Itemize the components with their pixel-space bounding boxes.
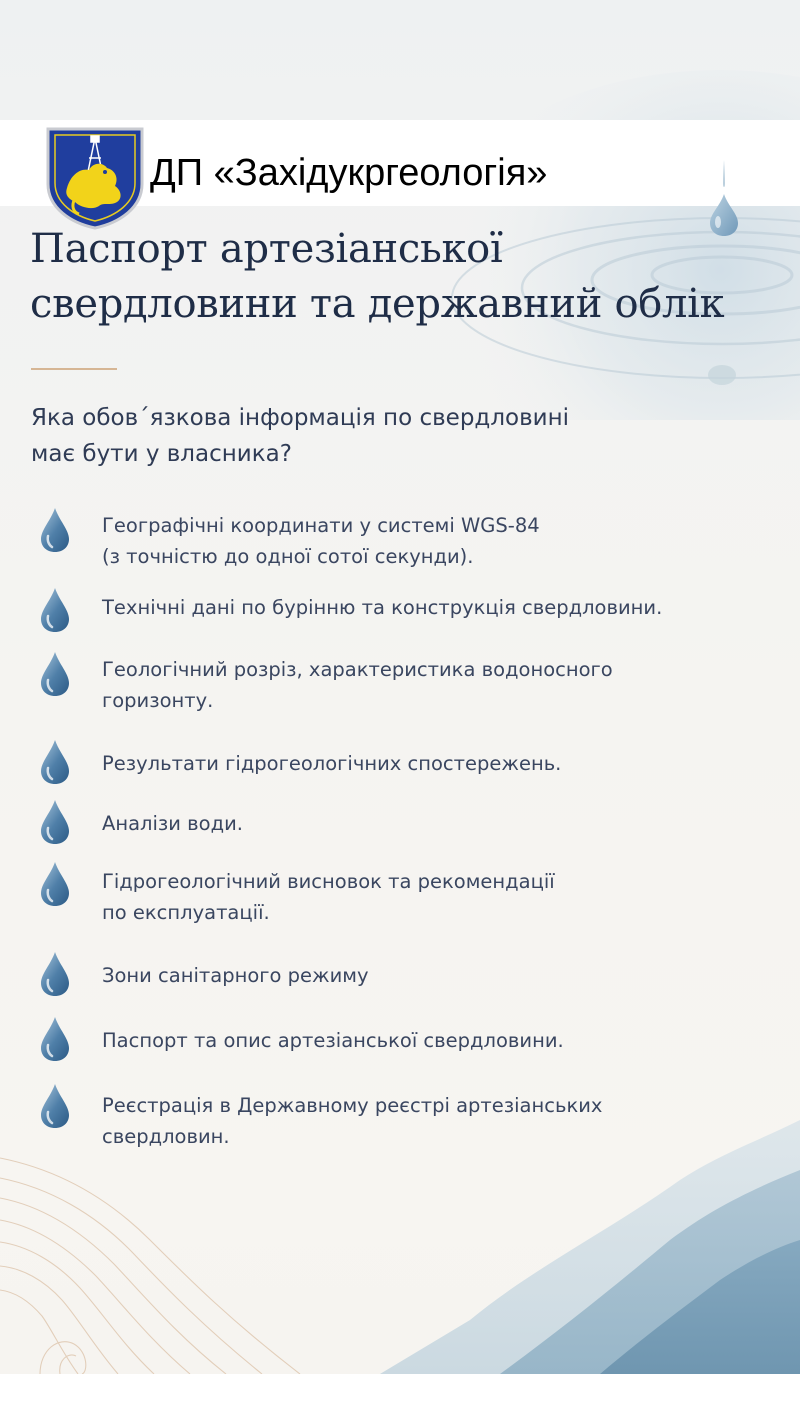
- water-drop-icon: [38, 650, 72, 698]
- item-line: Геологічний розріз, характеристика водоносного: [102, 658, 613, 681]
- title-line-1: Паспорт артезіанської: [30, 226, 503, 272]
- subtitle-line-1: Яка обов´язкова інформація по свердловині: [31, 405, 570, 431]
- list-item: [38, 950, 768, 1010]
- item-line: Паспорт та опис артезіанської свердловини.: [102, 1029, 564, 1052]
- item-line: свердловин.: [102, 1125, 230, 1148]
- title-line-2: свердловини та державний облік: [30, 281, 725, 327]
- topographic-contour-lines: [0, 1140, 400, 1374]
- item-line: Реєстрація в Державному реєстрі артезіанських: [102, 1094, 603, 1117]
- water-drop-icon: [38, 1015, 72, 1063]
- water-drop-icon: [38, 1082, 72, 1130]
- water-drop-icon: [38, 586, 72, 634]
- item-line: Гідрогеологічний висновок та рекомендації: [102, 870, 555, 893]
- bottom-band: [0, 1374, 800, 1422]
- accent-divider: [31, 368, 117, 370]
- item-line: горизонту.: [102, 689, 214, 712]
- water-drop-icon: [38, 798, 72, 846]
- item-line: по експлуатації.: [102, 901, 270, 924]
- subtitle-line-2: має бути у власника?: [31, 441, 292, 467]
- list-item: [38, 650, 768, 710]
- list-item: [38, 738, 768, 798]
- list-item: [38, 506, 768, 566]
- list-item: [38, 860, 768, 924]
- water-drop-icon: [38, 860, 72, 908]
- company-name: ДП «Західукргеологія»: [150, 152, 548, 194]
- water-drop-icon: [38, 506, 72, 554]
- water-drop-icon: [38, 950, 72, 998]
- list-item: [38, 1015, 768, 1075]
- item-line: Результати гідрогеологічних спостережень.: [102, 752, 562, 775]
- misty-mountains: [380, 1120, 800, 1374]
- list-item: [38, 798, 768, 858]
- coat-of-arms-logo: [45, 126, 145, 230]
- water-drop-icon: [38, 738, 72, 786]
- page-subtitle: [31, 400, 751, 472]
- item-line: Технічні дані по бурінню та конструкція свердловини.: [102, 596, 663, 619]
- item-line: Зони санітарного режиму: [102, 964, 369, 987]
- item-line: Аналізи води.: [102, 812, 243, 835]
- list-item: [38, 586, 768, 646]
- page-title: [30, 222, 770, 332]
- item-line: Географічні координати у системі WGS-84: [102, 514, 540, 537]
- item-line: (з точністю до одної сотої секунди).: [102, 545, 474, 568]
